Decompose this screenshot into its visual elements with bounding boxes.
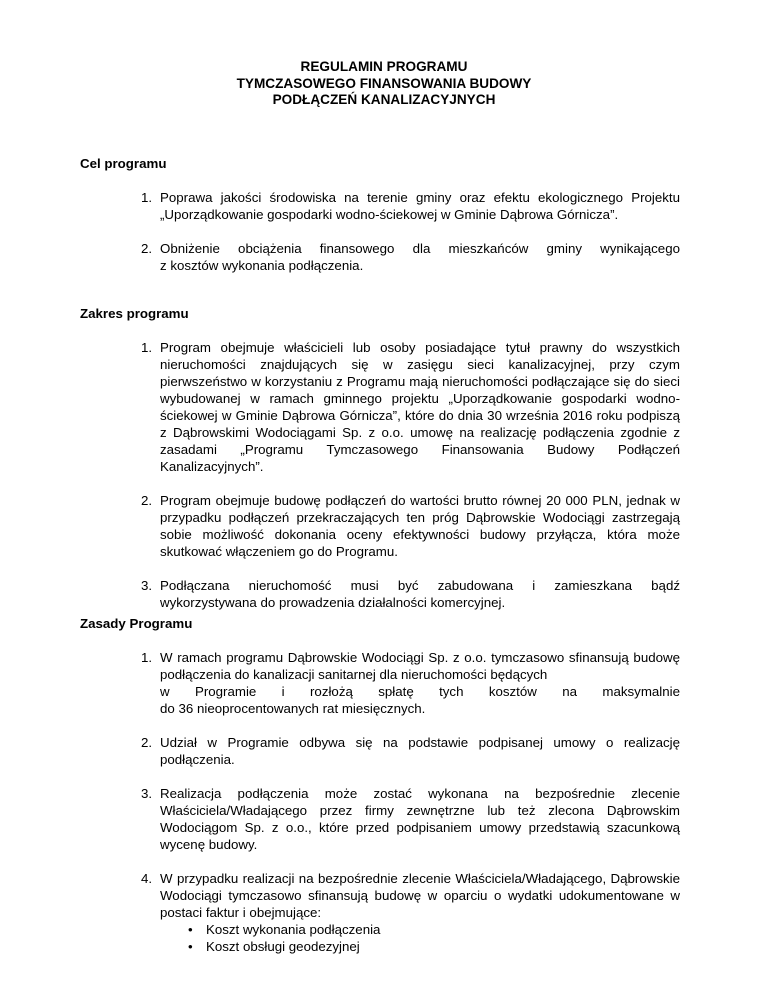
item-number: 1. (141, 650, 153, 665)
item-text: Poprawa jakości środowiska na terenie gminy oraz efektu ekologicznego Projektu „Uporządkowanie gospodarki wodno-ściekowej w Gminie Dąbrowa Górnicza”. (160, 190, 680, 222)
list-item (80, 734, 680, 768)
section-heading: Zakres programu (80, 306, 189, 321)
list-item (80, 649, 680, 717)
document-title (0, 59, 768, 109)
item-number: 2. (141, 735, 153, 750)
item-number: 1. (141, 190, 153, 205)
item-text: w Programie i rozłożą spłatę tych kosztów na maksymalnie (160, 684, 680, 699)
item-text: Udział w Programie odbywa się na podstawie podpisanej umowy o realizację podłączenia. (160, 735, 680, 767)
section-heading: Zasady Programu (80, 616, 193, 631)
item-text: Obniżenie obciążenia finansowego dla mieszkańców gminy wynikającego (160, 241, 680, 256)
title-line-1: REGULAMIN PROGRAMU (300, 59, 468, 74)
list-item (80, 577, 680, 611)
section-heading: Cel programu (80, 156, 167, 171)
item-text: Podłączana nieruchomość musi być zabudowana i zamieszkana bądź (160, 578, 680, 593)
section-zasady-programu (80, 615, 680, 955)
item-number: 2. (141, 493, 153, 508)
item-text: do 36 nieoprocentowanych rat miesięcznych. (160, 701, 426, 716)
item-number: 2. (141, 241, 153, 256)
section-cel-programu (80, 155, 680, 274)
item-number: 3. (141, 786, 153, 801)
item-number: 4. (141, 871, 153, 886)
bullet-dot: • (188, 939, 193, 954)
bullet-text: Koszt obsługi geodezyjnej (206, 939, 360, 954)
bullet-item (160, 938, 680, 955)
list-item (80, 189, 680, 223)
item-text: W przypadku realizacji na bezpośrednie zlecenie Właściciela/Władającego, Dąbrowskie Wodociągi tymczasowo sfinansują budowę w oparciu o wydatki udokumentowane w postaci faktur i obejmujące: (160, 871, 680, 920)
bullet-text: Koszt wykonania podłączenia (206, 922, 381, 937)
title-line-3: PODŁĄCZEŃ KANALIZACYJNYCH (272, 92, 496, 107)
item-number: 3. (141, 578, 153, 593)
item-text: wykorzystywana do prowadzenia działalności komercyjnej. (160, 595, 506, 610)
item-text: W ramach programu Dąbrowskie Wodociągi Sp. z o.o. tymczasowo sfinansują budowę podłączenia do kanalizacji sanitarnej dla nieruchomości będących (160, 650, 680, 682)
bullet-list (160, 921, 680, 955)
section-zakres-programu (80, 305, 680, 611)
list-item (80, 339, 680, 475)
item-text: Program obejmuje właścicieli lub osoby posiadające tytuł prawny do wszystkich nieruchomości znajdujących się w zasięgu sieci kanalizacyjnej, przy czym pierwszeństwo w korzystaniu z Programu mają nieruchomości podłączające się do sieci wybudowanej w ramach gminnego projektu „Uporządkowanie gospodarki wodno-ściekowej w Gminie Dąbrowa Górnicza”, które do dnia 30 września 2016 roku podpiszą z Dąbrowskimi Wodociągami Sp. z o.o. umowę na realizację podłączenia zgodnie z zasadami „Programu Tymczasowego Finansowania Budowy Podłączeń Kanalizacyjnych”. (160, 340, 680, 474)
bullet-item (160, 921, 680, 938)
list-item (80, 870, 680, 955)
list-item (80, 785, 680, 853)
item-text: Program obejmuje budowę podłączeń do wartości brutto równej 20 000 PLN, jednak w przypadku podłączeń przekraczających ten próg Dąbrowskie Wodociągi zastrzegają sobie możliwość dokonania oceny efektywności budowy przyłącza, która może skutkować włączeniem go do Programu. (160, 493, 680, 559)
title-line-2: TYMCZASOWEGO FINANSOWANIA BUDOWY (236, 75, 532, 91)
item-text: Realizacja podłączenia może zostać wykonana na bezpośrednie zlecenie Właściciela/Władającego przez firmy zewnętrzne lub też zlecona Dąbrowskim Wodociągom Sp. z o.o., które przed podpisaniem umowy przedstawią szacunkową wycenę budowy. (160, 786, 680, 852)
bullet-dot: • (188, 922, 193, 937)
item-text: z kosztów wykonania podłączenia. (160, 258, 364, 273)
list-item (80, 492, 680, 560)
item-number: 1. (141, 340, 153, 355)
list-item (80, 240, 680, 274)
